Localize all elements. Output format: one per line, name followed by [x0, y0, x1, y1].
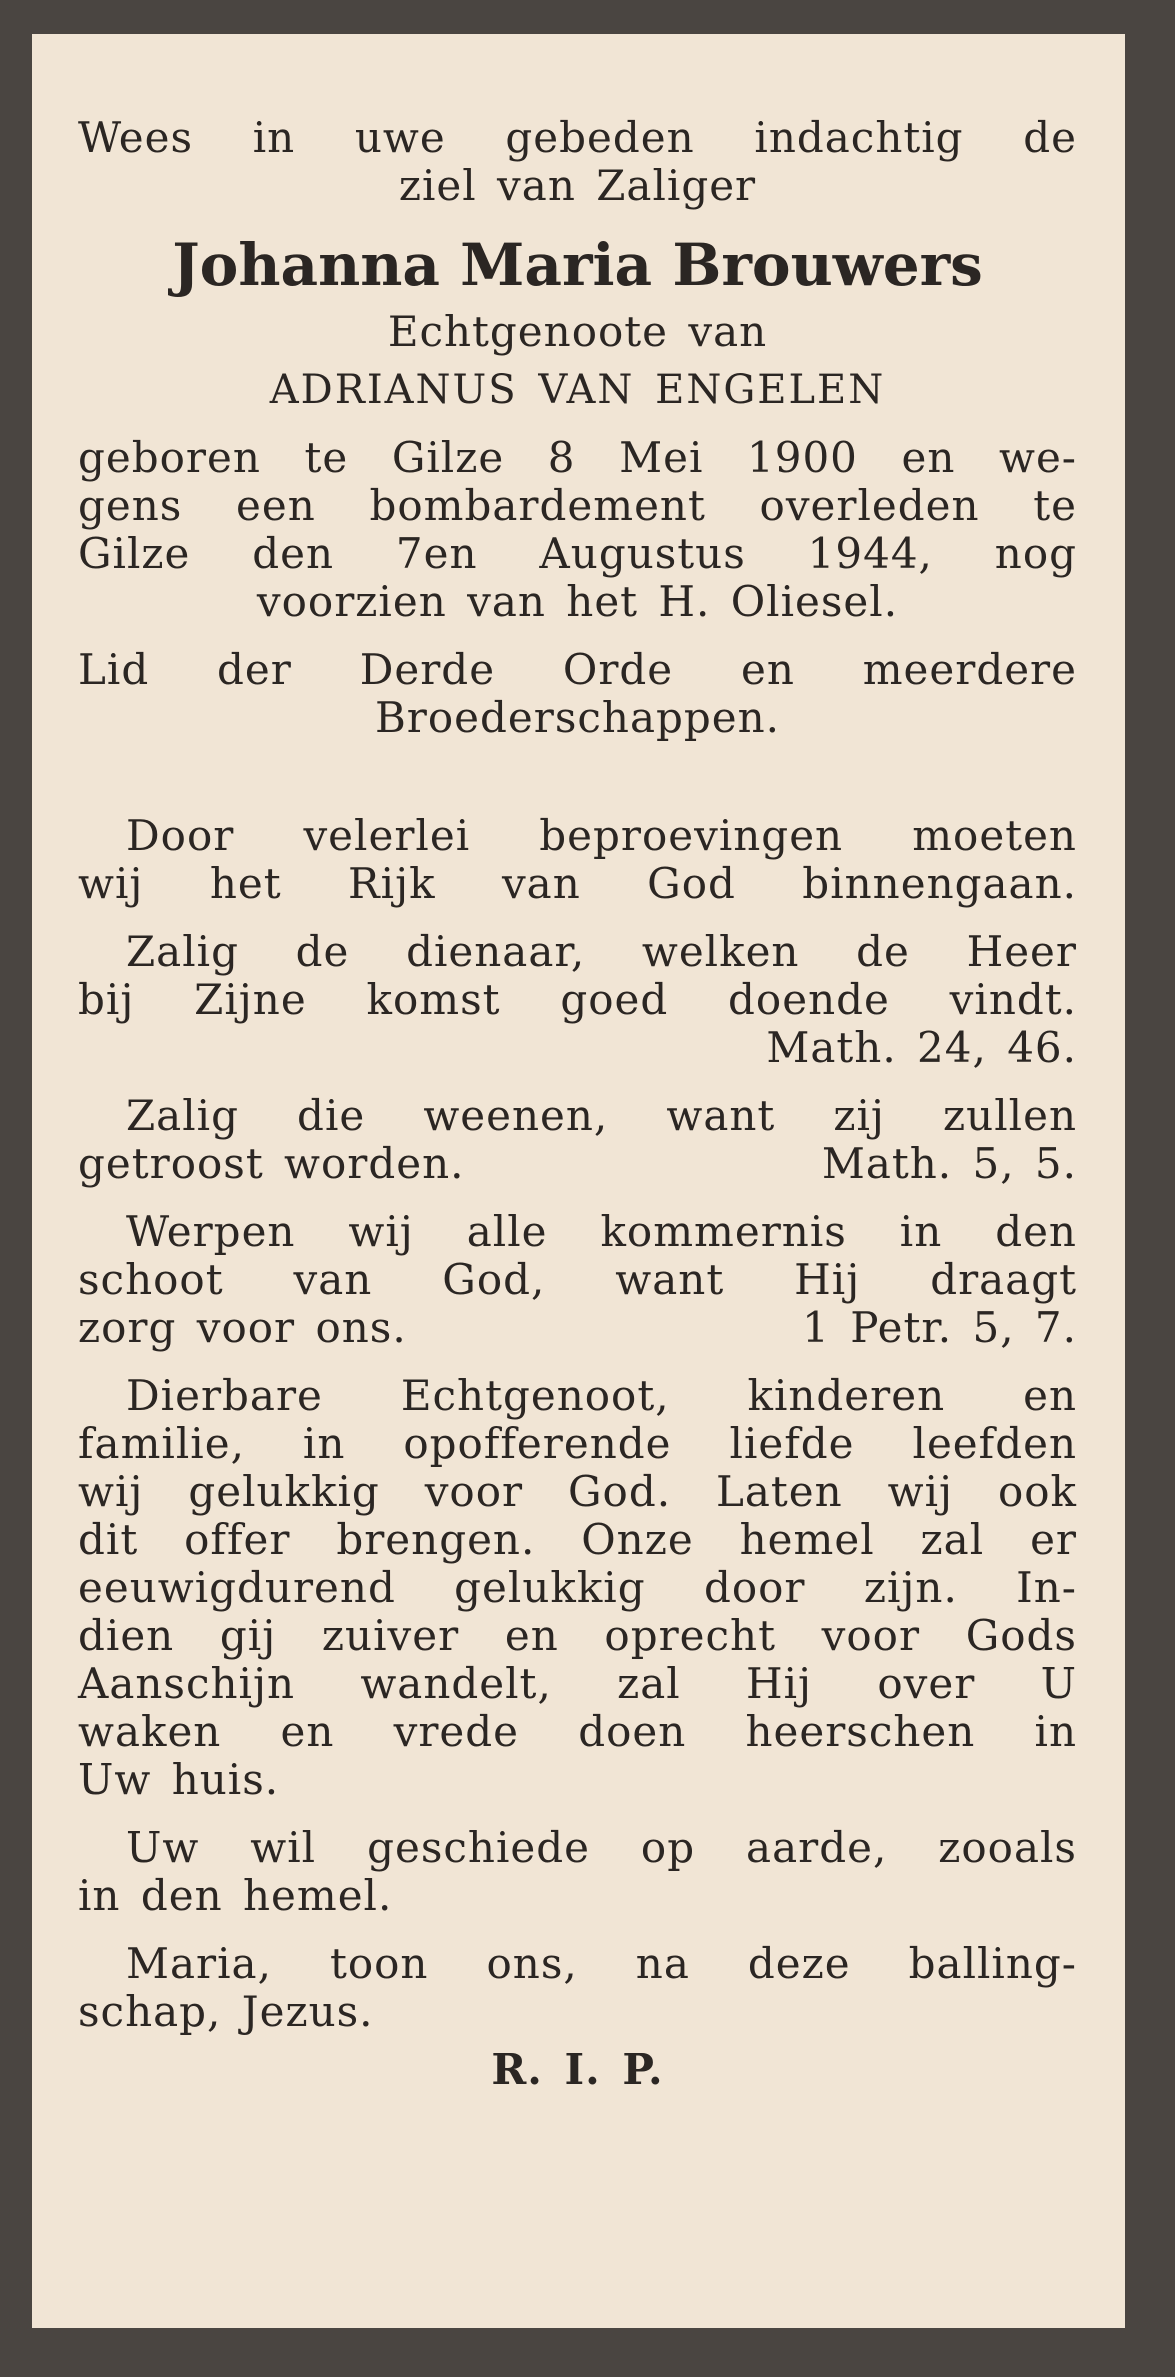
quote-block — [78, 1208, 1077, 1352]
birth-death-line: voorzien van het H. Oliesel. — [256, 577, 899, 626]
quote-block — [78, 1092, 1077, 1188]
message-block — [78, 1372, 1077, 1804]
quote-block — [78, 812, 1077, 908]
message-line: dit offer brengen. Onze hemel zal er — [78, 1515, 1077, 1564]
birth-death-line: Gilze den 7en Augustus 1944, nog — [78, 529, 1077, 578]
quote-last-line — [78, 1304, 1077, 1352]
quote-line: Zalig die weenen, want zij zullen — [126, 1091, 1077, 1140]
intro-block — [78, 114, 1077, 210]
message-line: eeuwigdurend gelukkig door zijn. In- — [78, 1563, 1077, 1612]
quote-line: Zalig de dienaar, welken de Heer — [126, 927, 1077, 976]
intro-line: ziel van Zaliger — [398, 161, 757, 210]
quote-line: schoot van God, want Hij draagt — [78, 1255, 1077, 1304]
birth-death-line: geboren te Gilze 8 Mei 1900 en we- — [78, 433, 1077, 482]
prayer-line: Maria, toon ons, na deze balling- — [126, 1939, 1077, 1988]
membership-line: Lid der Derde Orde en meerdere — [78, 645, 1077, 694]
quote-block — [78, 928, 1077, 1072]
message-line: waken en vrede doen heerschen in — [78, 1707, 1077, 1756]
quote-reference: Math. 5, 5. — [821, 1139, 1077, 1188]
membership-block — [78, 646, 1077, 742]
prayer-block — [78, 1940, 1077, 2036]
quote-line: getroost worden. — [78, 1139, 465, 1188]
prayer-line: in den hemel. — [78, 1871, 393, 1920]
quote-line: Werpen wij alle kommernis in den — [126, 1207, 1077, 1256]
quote-line: wij het Rijk van God binnengaan. — [78, 859, 1077, 908]
relation-block — [78, 308, 1077, 414]
prayer-block — [78, 1824, 1077, 1920]
membership-line: Broederschappen. — [374, 693, 781, 742]
quote-line: Door velerlei beproevingen moeten — [126, 811, 1077, 860]
message-line: wij gelukkig voor God. Laten wij ook — [78, 1467, 1077, 1516]
message-line: dien gij zuiver en oprecht voor Gods — [78, 1611, 1077, 1660]
prayer-line: schap, Jezus. — [78, 1987, 374, 2036]
quote-line: zorg voor ons. — [78, 1303, 407, 1352]
deceased-name: Johanna Maria Brouwers — [172, 231, 983, 299]
rip-text: R. I. P. — [491, 2045, 664, 2094]
quote-last-line — [78, 1140, 1077, 1188]
prayer-line: Uw wil geschiede op aarde, zooals — [126, 1823, 1077, 1872]
intro-line: Wees in uwe gebeden indachtig de — [78, 113, 1077, 162]
message-line: Uw huis. — [78, 1755, 280, 1804]
memorial-card — [32, 34, 1125, 2328]
message-line: Dierbare Echtgenoot, kinderen en — [126, 1371, 1077, 1420]
quote-line: bij Zijne komst goed doende vindt. — [78, 975, 1077, 1024]
birth-death-line: gens een bombardement overleden te — [78, 481, 1077, 530]
birth-death-block — [78, 434, 1077, 626]
quote-reference: Math. 24, 46. — [766, 1023, 1077, 1072]
message-line: familie, in opofferende liefde leefden — [78, 1419, 1077, 1468]
spouse-name: ADRIANUS VAN ENGELEN — [269, 367, 886, 413]
message-line: Aanschijn wandelt, zal Hij over U — [78, 1659, 1077, 1708]
quote-reference: 1 Petr. 5, 7. — [802, 1303, 1077, 1352]
relation-text: Echtgenoote van — [387, 307, 768, 356]
